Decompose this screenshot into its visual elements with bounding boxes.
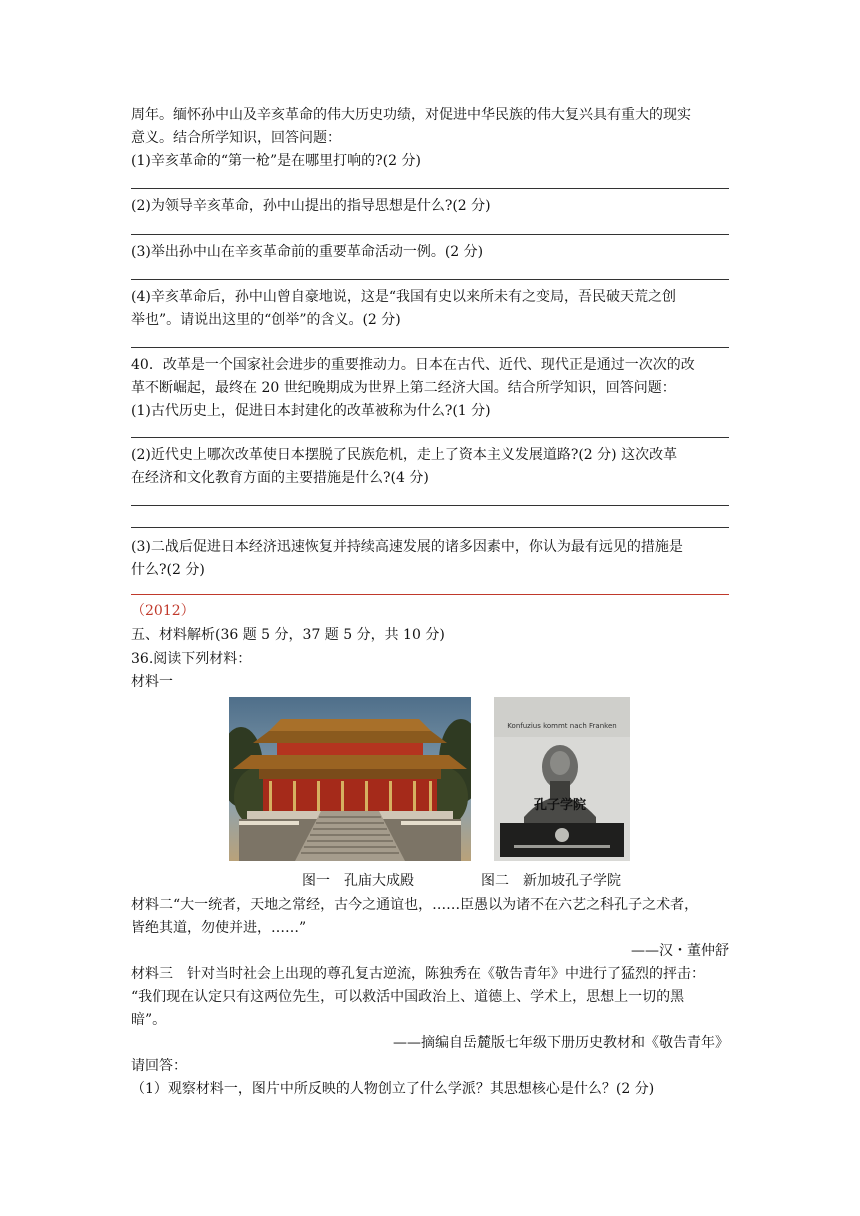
year-label: （2012） xyxy=(131,603,195,619)
sign-text: 孔子学院 xyxy=(533,798,587,813)
material2-line2: 皆绝其道，勿使并进，……” xyxy=(131,920,307,936)
banner-text: Konfuzius kommt nach Franken xyxy=(507,722,617,730)
answer-line[interactable] xyxy=(131,527,729,528)
answer-line[interactable] xyxy=(131,347,729,348)
answer-line[interactable] xyxy=(131,437,729,438)
q36-title: 36.阅读下列材料： xyxy=(131,651,252,667)
material3-line2: “我们现在认定只有这两位先生，可以救活中国政治上、道德上、学术上，思想上一切的黑 xyxy=(131,989,685,1005)
figure2-caption: 图二 新加坡孔子学院 xyxy=(481,873,621,889)
q40-sub2-line1: (2)近代史上哪次改革使日本摆脱了民族危机，走上了资本主义发展道路?(2 分) 这次改革 xyxy=(131,447,678,463)
q39-sub3: (3)举出孙中山在辛亥革命前的重要革命活动一例。(2 分) xyxy=(131,244,484,260)
figure1-caption: 图一 孔庙大成殿 xyxy=(302,873,414,889)
institute-illustration xyxy=(494,697,630,861)
q39-sub4-line1: (4)辛亥革命后，孙中山曾自豪地说，这是“我国有史以来所未有之变局，吾民破天荒之创 xyxy=(131,289,676,305)
material2-line1: 材料二“大一统者，天地之常经，古今之通谊也，……臣愚以为诸不在六艺之科孔子之术者， xyxy=(131,897,699,913)
q40-sub1: (1)古代历史上，促进日本封建化的改革被称为什么?(1 分) xyxy=(131,403,491,419)
material3-source: ——摘编自岳麓版七年级下册历史教材和《敬告青年》 xyxy=(393,1035,729,1051)
q39-sub2: (2)为领导辛亥革命，孙中山提出的指导思想是什么?(2 分) xyxy=(131,198,491,214)
material3-line3: 暗”。 xyxy=(131,1012,167,1028)
material3-line1: 材料三 针对当时社会上出现的尊孔复古逆流，陈独秀在《敬告青年》中进行了猛烈的抨击： xyxy=(131,966,705,982)
q40-sub3-line1: (3)二战后促进日本经济迅速恢复并持续高速发展的诸多因素中，你认为最有远见的措施是 xyxy=(131,539,683,555)
answer-line[interactable] xyxy=(131,234,729,235)
q39-intro-line2: 意义。结合所学知识，回答问题： xyxy=(131,130,341,146)
section5-heading: 五、材料解析(36 题 5 分，37 题 5 分，共 10 分) xyxy=(131,627,445,643)
q39-intro-line1: 周年。缅怀孙中山及辛亥革命的伟大历史功绩，对促进中华民族的伟大复兴具有重大的现实 xyxy=(131,107,691,123)
temple-illustration xyxy=(229,697,471,861)
q39-sub1: (1)辛亥革命的“第一枪”是在哪里打响的?(2 分) xyxy=(131,153,421,169)
figure-confucius-institute xyxy=(494,697,630,861)
q40-intro-line1: 40．改革是一个国家社会进步的重要推动力。日本在古代、近代、现代正是通过一次次的改 xyxy=(131,357,695,373)
ask-question1: （1）观察材料一，图片中所反映的人物创立了什么学派？其思想核心是什么？(2 分) xyxy=(131,1081,655,1097)
section-divider xyxy=(131,594,729,595)
q40-sub3-line2: 什么?(2 分) xyxy=(131,562,205,578)
material2-source: ——汉・董仲舒 xyxy=(631,943,729,959)
material1-label: 材料一 xyxy=(131,674,173,690)
q40-intro-line2: 革不断崛起，最终在 20 世纪晚期成为世界上第二经济大国。结合所学知识，回答问题： xyxy=(131,380,676,396)
answer-line[interactable] xyxy=(131,505,729,506)
answer-line[interactable] xyxy=(131,279,729,280)
q40-sub2-line2: 在经济和文化教育方面的主要措施是什么?(4 分) xyxy=(131,470,429,486)
answer-line[interactable] xyxy=(131,188,729,189)
q39-sub4-line2: 举也”。请说出这里的“创举”的含义。(2 分) xyxy=(131,312,401,328)
figure-confucius-temple xyxy=(229,697,471,861)
ask-label: 请回答： xyxy=(131,1058,187,1074)
